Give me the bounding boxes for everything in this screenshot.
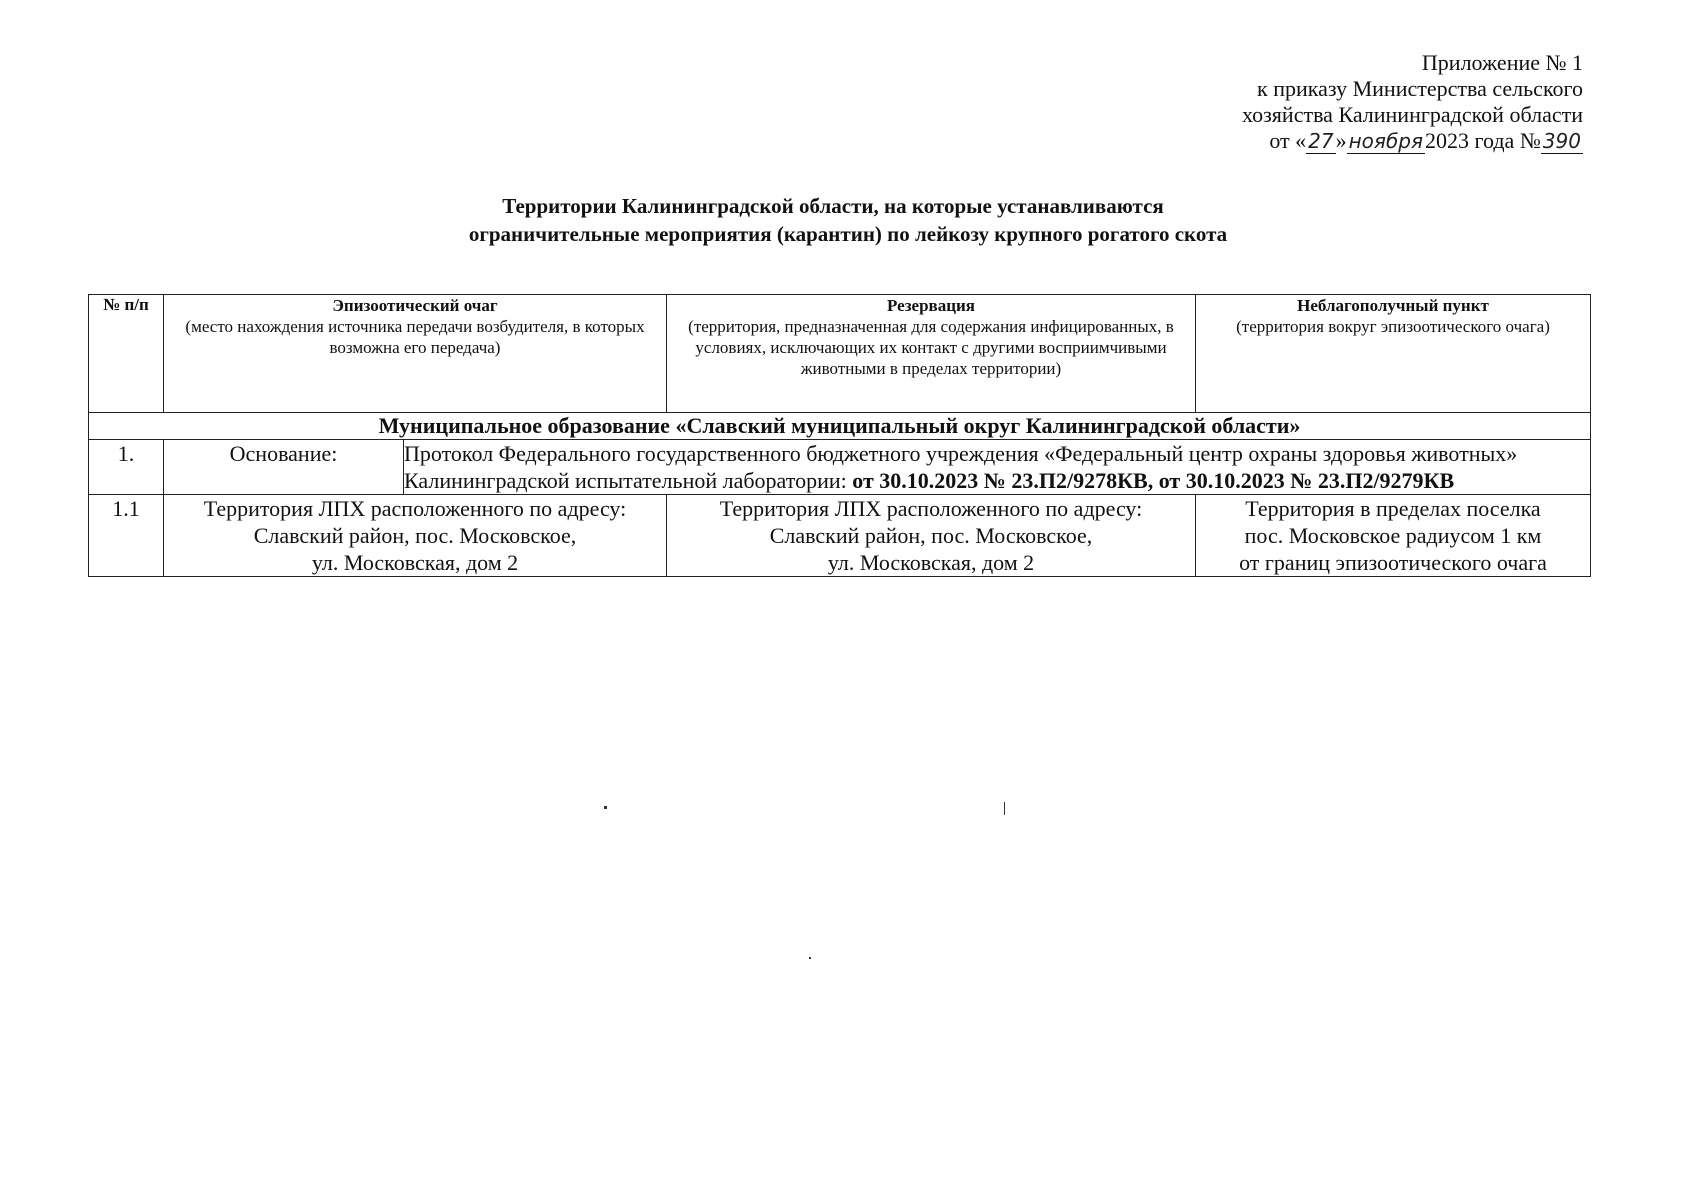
handwritten-day: 27	[1308, 129, 1334, 153]
row1-basis	[404, 440, 1591, 495]
row2-point-line1: Территория в пределах поселка	[1245, 496, 1541, 521]
row2-focus-line3: ул. Московская, дом 2	[311, 550, 519, 575]
appendix-header	[1083, 50, 1583, 154]
row2-num: 1.1	[89, 495, 164, 577]
row2-point	[1196, 495, 1591, 577]
header-focus-title: Эпизоотический очаг	[332, 296, 498, 315]
row1-label: Основание:	[164, 440, 404, 495]
handwritten-month: ноября	[1348, 129, 1424, 153]
title-line-2: ограничительные мероприятия (карантин) по лейкозу крупного рогатого скота	[468, 222, 1228, 246]
date-prefix: от «	[1269, 128, 1307, 153]
scan-speck	[1004, 802, 1005, 815]
section-row	[89, 413, 1591, 440]
row2-focus	[164, 495, 667, 577]
section-municipality: Муниципальное образование «Славский муниципальный округ Калининградской области»	[89, 413, 1591, 440]
row2-reservation	[667, 495, 1196, 577]
appendix-ministry: хозяйства Калининградской области	[1241, 102, 1583, 127]
header-reservation-desc: (территория, предназначенная для содержания инфицированных, в условиях, исключающих их контакт с другими восприимчивыми животными в пределах территории)	[688, 317, 1174, 378]
row2-res-line3: ул. Московская, дом 2	[827, 550, 1035, 575]
table-row	[89, 440, 1591, 495]
table-row	[89, 495, 1591, 577]
row2-point-line2: пос. Московское радиусом 1 км	[1244, 523, 1542, 548]
scan-speck	[604, 806, 607, 809]
row2-focus-line2: Славский район, пос. Московское,	[253, 523, 577, 548]
handwritten-number: 390	[1542, 129, 1581, 153]
row2-res-line1: Территория ЛПХ расположенного по адресу:	[719, 496, 1143, 521]
scan-speck	[809, 957, 811, 959]
quarantine-table	[88, 294, 1591, 577]
appendix-number: Приложение № 1	[1421, 50, 1583, 75]
row1-basis-text: Протокол Федерального государственного бюджетного учреждения «Федеральный центр охраны здоровья животных» Калининградской испытательной лаборатории:	[404, 441, 1518, 493]
date-year: 2023 года №	[1425, 128, 1541, 153]
header-reservation-title: Резервация	[886, 296, 975, 315]
document-title	[0, 192, 1696, 248]
header-focus	[164, 295, 667, 413]
date-mid: »	[1335, 128, 1347, 153]
row1-num: 1.	[89, 440, 164, 495]
row2-res-line2: Славский район, пос. Московское,	[769, 523, 1093, 548]
row2-focus-line1: Территория ЛПХ расположенного по адресу:	[203, 496, 627, 521]
title-line-1: Территории Калининградской области, на которые устанавливаются	[502, 194, 1164, 218]
appendix-date-line	[1083, 128, 1583, 154]
header-point-desc: (территория вокруг эпизоотического очага)	[1236, 317, 1550, 336]
row1-basis-bold: от 30.10.2023 № 23.П2/9278КВ, от 30.10.2023 № 23.П2/9279КВ	[852, 468, 1455, 493]
table-header-row	[89, 295, 1591, 413]
row2-point-line3: от границ эпизоотического очага	[1239, 550, 1547, 575]
header-point-title: Неблагополучный пункт	[1297, 296, 1489, 315]
header-point	[1196, 295, 1591, 413]
appendix-order-ref: к приказу Министерства сельского	[1257, 76, 1583, 101]
header-reservation	[667, 295, 1196, 413]
header-focus-desc: (место нахождения источника передачи возбудителя, в которых возможна его передача)	[185, 317, 645, 357]
header-num: № п/п	[89, 295, 164, 413]
